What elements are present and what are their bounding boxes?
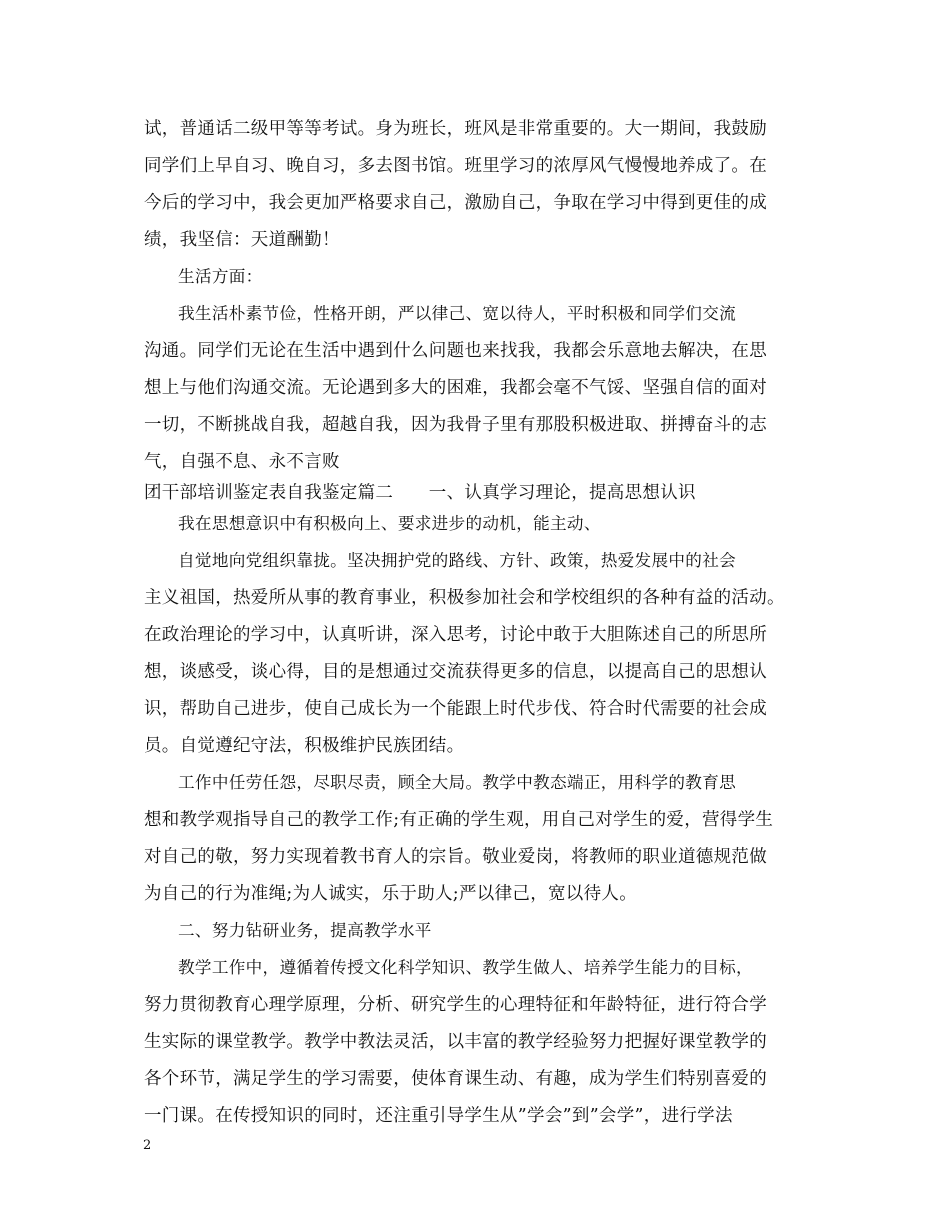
text-line: 主义祖国，热爱所从事的教育事业，积极参加社会和学校组织的各种有益的活动。: [144, 588, 785, 608]
article-title: 团干部培训鉴定表自我鉴定篇二 一、认真学习理论，提高思想认识: [144, 483, 696, 503]
text-line: 生实际的课堂教学。教学中教法灵活，以丰富的教学经验努力把握好课堂教学的: [144, 1032, 767, 1052]
text-line: 工作中任劳任怨，尽职尽责，顾全大局。教学中教态端正，用科学的教育思: [178, 773, 737, 792]
section-heading: 生活方面：: [178, 267, 263, 286]
text-line: 想上与他们沟通交流。无论遇到多大的困难，我都会毫不气馁、坚强自信的面对: [144, 378, 767, 398]
text-line: 一门课。在传授知识的同时，还注重引导学生从”学会”到”会学”，进行学法: [144, 1106, 733, 1126]
section-heading: 二、努力钻研业务，提高教学水平: [178, 921, 432, 940]
text-line: 为自己的行为准绳;为人诚实，乐于助人;严以律己，宽以待人。: [144, 884, 637, 904]
text-line: 今后的学习中，我会更加严格要求自己，激励自己，争取在学习中得到更佳的成: [144, 193, 767, 213]
text-line: 同学们上早自习、晚自习，多去图书馆。班里学习的浓厚风气慢慢地养成了。在: [144, 156, 767, 176]
text-line: 想，谈感受，谈心得，目的是想通过交流获得更多的信息，以提高自己的思想认: [144, 662, 767, 682]
text-line: 绩，我坚信：天道酬勤！: [144, 230, 340, 250]
text-line: 员。自觉遵纪守法，积极维护民族团结。: [144, 736, 465, 756]
text-line: 想和教学观指导自己的教学工作;有正确的学生观，用自己对学生的爱，营得学生: [144, 810, 774, 830]
text-line: 沟通。同学们无论在生活中遇到什么问题也来找我，我都会乐意地去解决，在思: [144, 341, 767, 361]
text-line: 气，自强不息、永不言败: [144, 452, 340, 472]
text-line: 在政治理论的学习中，认真听讲，深入思考，讨论中敢于大胆陈述自己的所思所: [144, 625, 767, 645]
text-line: 我生活朴素节俭，性格开朗，严以律己、宽以待人，平时积极和同学们交流: [178, 304, 737, 323]
page-number: 2: [143, 1138, 152, 1153]
text-line: 努力贯彻教育心理学原理，分析、研究学生的心理特征和年龄特征，进行符合学: [144, 995, 767, 1015]
text-line: 我在思想意识中有积极向上、要求进步的动机，能主动、: [178, 514, 601, 533]
text-line: 识，帮助自己进步，使自己成长为一个能跟上时代步伐、符合时代需要的社会成: [144, 699, 767, 719]
text-line: 各个环节，满足学生的学习需要，使体育课生动、有趣，成为学生们特别喜爱的: [144, 1069, 767, 1089]
text-line: 自觉地向党组织靠拢。坚决拥护党的路线、方针、政策，热爱发展中的社会: [178, 551, 737, 570]
text-line: 教学工作中，遵循着传授文化科学知识、教学生做人、培养学生能力的目标，: [178, 958, 753, 977]
text-line: 对自己的敬，努力实现着教书育人的宗旨。敬业爱岗，将教师的职业道德规范做: [144, 847, 767, 867]
text-line: 试，普通话二级甲等等考试。身为班长，班风是非常重要的。大一期间，我鼓励: [144, 119, 767, 139]
text-line: 一切，不断挑战自我，超越自我，因为我骨子里有那股积极进取、拼搏奋斗的志: [144, 415, 767, 435]
